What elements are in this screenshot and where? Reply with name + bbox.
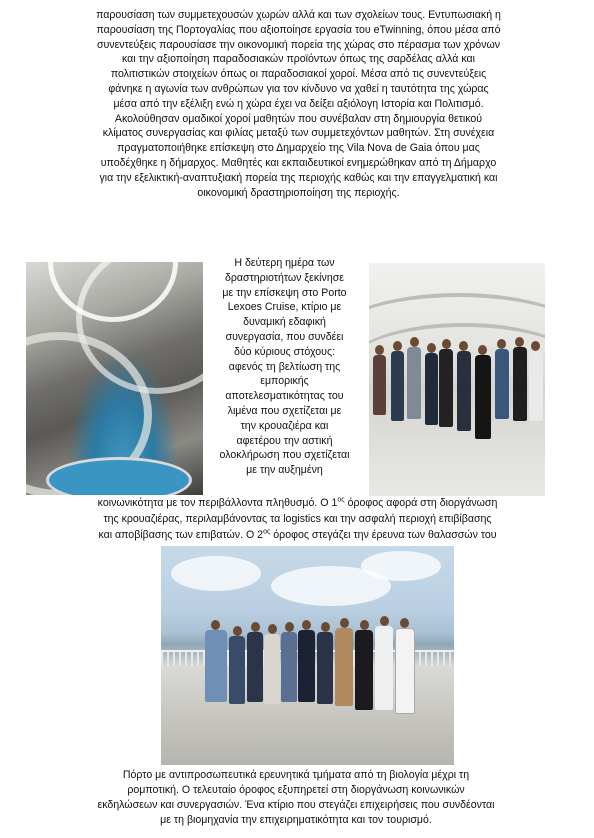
text-line: δύο κύριους στόχους: — [233, 345, 336, 358]
text-line: παρουσίαση των συμμετεχουσών χωρών αλλά και των σχολείων τους. Εντυπωσιακή η — [96, 9, 501, 21]
text-line: Ακολούθησαν ομαδικοί χοροί μαθητών που συνέβαλαν στη δημιουργία θετικού — [114, 112, 483, 125]
text-line: φάνηκε η αγωνία των ανθρώπων για τον κίνδυνο να χαθεί η ταυτότητα της χώρας — [108, 82, 489, 95]
text-line: συνεντεύξεις παρουσίασε την οικονομική πορεία της χώρας στο πέρασμα των χρόνων — [96, 38, 501, 51]
line-start: και αποβίβασης των επιβατών. Ο 2 — [98, 528, 264, 541]
text-line: κλίματος συνεργασίας και φιλίας μεταξύ των συμμετεχόντων μαθητών. Στη συνέχεια — [102, 127, 495, 140]
text-line: εκδηλώσεων και συνεργασιών. Ένα κτίριο που στεγάζει επιχειρήσεις που συνδέονται — [97, 799, 495, 811]
line-rest: όροφος στεγάζει την έρευνα των θαλασσών του — [270, 528, 497, 541]
text-line: δυναμική εδαφική — [243, 316, 326, 329]
text-line: δραστηριοτήτων ξεκίνησε — [225, 271, 344, 284]
text-line: την κρουαζιέρα και — [240, 419, 329, 432]
students-hall-photo — [369, 263, 545, 496]
group-rooftop-photo — [161, 546, 454, 765]
text-line: με την αυξημένη — [246, 464, 323, 477]
text-line: και την αξιοποίηση παραδοσιακών προϊόντων όπως της σαρδέλας αλλά και — [121, 53, 475, 66]
text-line: λιμένα που σχετίζεται με — [227, 404, 342, 417]
closing-paragraph — [68, 768, 524, 828]
ordinal-suffix: ος — [263, 528, 271, 536]
text-line: εμπορικής — [260, 375, 309, 388]
text-line — [64, 496, 531, 512]
text-line: παρουσίαση της Πορτογαλίας που αξιοποίησε εργασία του eTwinning, όπου μέσα από — [96, 23, 501, 36]
text-line: αφενός τη βελτίωση της — [228, 360, 341, 373]
text-line: ρομποτική. Ο τελευταίο όροφος εξυπηρετεί στη διοργάνωση κοινωνικών — [127, 784, 465, 796]
line-start: κοινωνικότητα με τον περιβάλλοντα πληθυσμό. Ο 1 — [97, 497, 338, 509]
text-line: αποτελεσματικότητας του — [225, 390, 344, 403]
second-day-column — [206, 256, 363, 478]
text-line: της κρουαζιέρας, περιλαμβάνοντας τα logistics και την ασφαλή περιοχή επιβίβασης — [103, 512, 492, 525]
intro-paragraph — [60, 8, 537, 200]
text-line: υποδέχθηκε η δήμαρχος. Μαθητές και εκπαιδευτικοί ενημερώθηκαν από τη Δήμαρχο — [100, 156, 497, 169]
terminal-interior-photo — [26, 262, 203, 495]
text-line: οικονομική δραστηριοποίηση της περιοχής. — [197, 186, 400, 199]
text-line: Lexoes Cruise, κτίριο με — [227, 301, 342, 314]
text-line: με τη βιομηχανία την επιχειρηματικότητα και τον τουρισμό. — [160, 814, 432, 826]
text-line: πολιτιστικών στοιχείων όπως οι παραδοσιακοί χοροί. Μέσα από τις συνεντεύξεις — [110, 68, 487, 81]
text-line: για την εξελικτική-αναπτυξιακή πορεία της περιοχής καθώς και την επαγγελματική και — [99, 171, 498, 184]
text-line: πραγματοποιήθηκε επίσκεψη στο Δημαρχείο της Vila Nova de Gaia όπου μας — [117, 142, 480, 155]
text-line: Η δεύτερη ημέρα των — [234, 257, 335, 269]
text-line: αφετέρου την αστική — [236, 434, 333, 447]
text-line: μέσα από την εξέλιξη ενώ η χώρα έχει να δείξει αξιόλογη Ιστορία και Πολιτισμό. — [113, 97, 484, 110]
text-line — [64, 528, 531, 544]
text-line: συνεργασία, που συνδέει — [225, 330, 344, 343]
line-rest: όροφος αφορά στη διοργάνωση — [344, 497, 498, 509]
text-line: με την επίσκεψη στο Porto — [222, 286, 347, 299]
ordinal-suffix: ος — [337, 496, 345, 504]
floors-paragraph — [64, 496, 531, 543]
text-line: Πόρτο με αντιπροσωπευτικά ερευνητικά τμήματα από τη βιολογία μέχρι τη — [122, 769, 470, 781]
text-line: ολοκλήρωση που σχετίζεται — [219, 449, 350, 462]
